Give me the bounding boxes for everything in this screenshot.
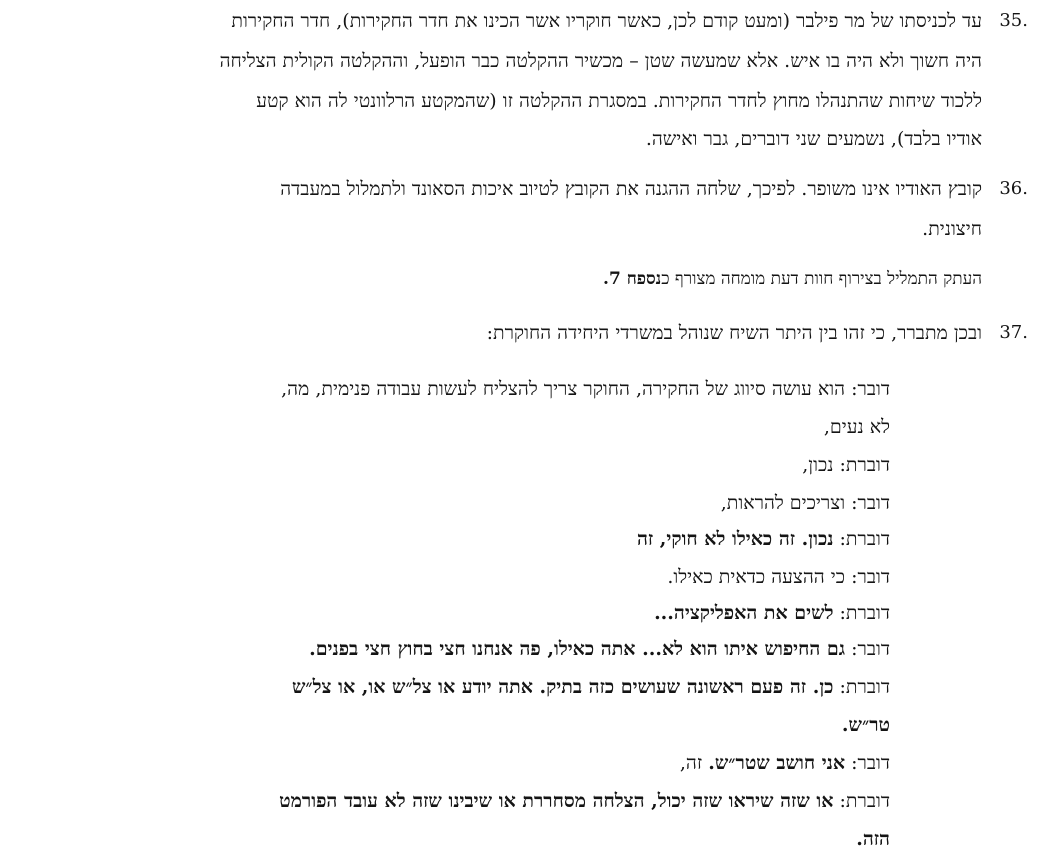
- paragraph-36: [12, 176, 1028, 246]
- dialogue-line: [842, 712, 890, 740]
- dialogue-line: [667, 564, 890, 592]
- paragraph-line: ללכוד שיחות שהתנהלו מחוץ לחדר החקירות. במסגרת ההקלטה זו (שהמקטע הרלוונטי לה הוא קטע: [256, 90, 982, 112]
- speaker-label: דובר:: [851, 752, 890, 774]
- dialogue-tail: זה,: [679, 752, 709, 774]
- paragraph-number: 36.: [999, 178, 1028, 199]
- dialogue-text: טר״ש.: [841, 714, 890, 736]
- dialogue-line: [680, 750, 890, 778]
- dialogue-line: [721, 490, 890, 518]
- dialogue-text: נכון,: [802, 454, 834, 476]
- dialogue-text: כן. זה פעם ראשונה שעושים כזה בתיק. אתה יודע או צל״ש או, או צל״ש: [291, 676, 834, 698]
- speaker-label: דוברת:: [839, 790, 890, 812]
- speaker-label: דוברת:: [839, 676, 890, 698]
- paragraph-line: ובכן מתברר, כי זהו בין היתר השיח שנוהל במשרדי היחידה החוקרת:: [486, 322, 982, 344]
- speaker-label: דובר:: [851, 378, 890, 400]
- speaker-label: דובר:: [851, 492, 890, 514]
- paragraph-35: [12, 8, 1028, 150]
- paragraph-number: 35.: [999, 10, 1028, 31]
- dialogue-text: הוא עושה סיווג של החקירה, החוקר צריך להצליח לעשות עבודה פנימית, מה,: [281, 378, 846, 400]
- paragraph-37: [12, 320, 1028, 350]
- dialogue-text: הזה.: [856, 828, 890, 850]
- dialogue-line: [637, 526, 890, 554]
- paragraph-line: אודיו בלבד), נשמעים שני דוברים, גבר ואישה.: [645, 128, 982, 150]
- speaker-label: דובר:: [851, 638, 890, 660]
- speaker-label: דוברת:: [839, 602, 890, 624]
- dialogue-line: [856, 826, 890, 854]
- dialogue-text: כי ההצעה כדאית כאילו.: [667, 566, 846, 588]
- dialogue-text: גם החיפוש איתו הוא לא... אתה כאילו, פה אנחנו חצי בחוץ חצי בפנים.: [309, 638, 846, 660]
- speaker-label: דוברת:: [839, 454, 890, 476]
- dialogue-line: [279, 788, 890, 816]
- dialogue-text: לשים את האפליקציה...: [654, 602, 834, 624]
- dialogue-line: [281, 376, 890, 404]
- dialogue-line: [292, 674, 890, 702]
- appendix-reference: נספח 7.: [603, 269, 662, 289]
- dialogue-line: [654, 600, 890, 628]
- speaker-label: דוברת:: [839, 528, 890, 550]
- appendix-note: [603, 266, 982, 292]
- dialogue-text: נכון. זה כאילו לא חוקי, זה: [636, 528, 834, 550]
- dialogue-line: [309, 636, 890, 664]
- paragraph-line: היה חשוך ולא היה בו איש. אלא שמעשה שטן – מכשיר ההקלטה כבר הופעל, וההקלטה הקולית הצליחה: [219, 50, 982, 72]
- paragraph-line: עד לכניסתו של מר פילבר (ומעט קודם לכן, כאשר חוקריו אשר הכינו את חדר החקירות), חדר החקירות: [231, 10, 982, 32]
- dialogue-text: אני חושב שטר״ש.: [708, 752, 846, 774]
- appendix-note-text: העתק התמליל בצירוף חוות דעת מומחה מצורף כ: [661, 269, 982, 289]
- dialogue-line: [802, 452, 890, 480]
- dialogue-text: וצריכים להראות,: [720, 492, 846, 514]
- paragraph-line: קובץ האודיו אינו משופר. לפיכך, שלחה ההגנה את הקובץ לטיוב איכות הסאונד ולתמלול במעבדה: [280, 178, 982, 200]
- paragraph-line: חיצונית.: [922, 218, 982, 240]
- paragraph-number: 37.: [999, 322, 1028, 343]
- dialogue-text: או שזה שיראו שזה יכול, הצלחה מסחררת או שיבינו שזה לא עובד הפורמט: [279, 790, 834, 812]
- dialogue-text: לא נעים,: [823, 416, 890, 438]
- dialogue-line: [824, 414, 890, 442]
- speaker-label: דובר:: [851, 566, 890, 588]
